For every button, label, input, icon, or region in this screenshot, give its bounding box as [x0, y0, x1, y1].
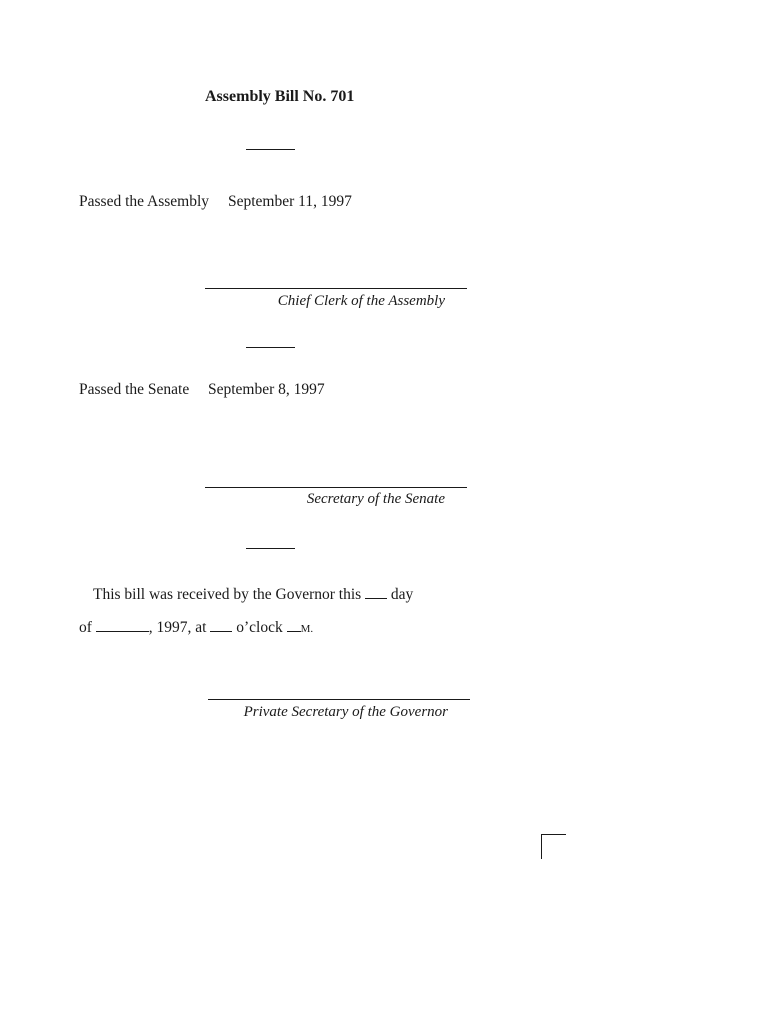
of-word: of: [79, 619, 92, 636]
section-divider: [246, 347, 295, 348]
section-divider: [246, 149, 295, 150]
assembly-signature-line: [205, 288, 467, 289]
oclock-word: o’clock: [236, 619, 283, 636]
senate-passed-date: September 8, 1997: [208, 381, 325, 398]
assembly-passed-label: Passed the Assembly: [79, 193, 210, 210]
section-divider: [246, 548, 295, 549]
bill-title: Assembly Bill No. 701: [205, 88, 355, 105]
assembly-signer-title: Chief Clerk of the Assembly: [277, 293, 445, 309]
senate-signer-title: Secretary of the Senate: [306, 491, 445, 507]
month-blank: [96, 619, 149, 632]
governor-signer-title: Private Secretary of the Governor: [243, 704, 448, 720]
corner-crop-mark: [541, 834, 566, 859]
day-blank: [365, 586, 387, 599]
governor-received-line-2: [79, 619, 313, 637]
senate-passed-label: Passed the Senate: [79, 381, 190, 398]
assembly-passed-date: September 11, 1997: [228, 193, 352, 210]
meridiem-blank: [287, 619, 301, 632]
year-text: , 1997, at: [148, 619, 207, 636]
governor-signature-line: [208, 699, 470, 700]
day-word: day: [390, 586, 414, 603]
governor-received-line-1: [93, 586, 413, 604]
meridiem-suffix: M.: [300, 623, 314, 635]
received-text: This bill was received by the Governor this: [93, 586, 362, 603]
hour-blank: [210, 619, 232, 632]
senate-signature-line: [205, 487, 467, 488]
